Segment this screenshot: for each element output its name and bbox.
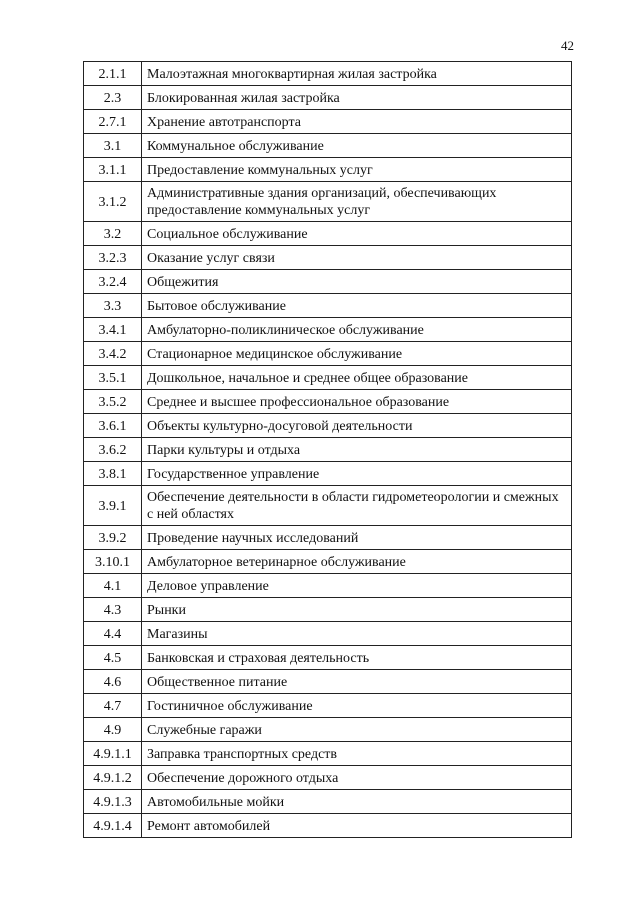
table-cell-name: Рынки (142, 598, 572, 622)
table-cell-name: Служебные гаражи (142, 718, 572, 742)
table-cell-code: 4.9 (84, 718, 142, 742)
table-cell-code: 4.9.1.4 (84, 814, 142, 838)
table-row (84, 462, 572, 486)
table-row (84, 814, 572, 838)
table-cell-code: 3.9.1 (84, 486, 142, 526)
table-cell-name: Гостиничное обслуживание (142, 694, 572, 718)
table-row (84, 158, 572, 182)
table-cell-name: Оказание услуг связи (142, 246, 572, 270)
table-cell-code: 3.3 (84, 294, 142, 318)
table-row (84, 646, 572, 670)
table-cell-name: Стационарное медицинское обслуживание (142, 342, 572, 366)
table-cell-name: Проведение научных исследований (142, 526, 572, 550)
table-cell-name: Деловое управление (142, 574, 572, 598)
table-cell-name: Амбулаторно-поликлиническое обслуживание (142, 318, 572, 342)
table-cell-name: Парки культуры и отдыха (142, 438, 572, 462)
table-row (84, 182, 572, 222)
table-row (84, 486, 572, 526)
table-row (84, 110, 572, 134)
table-cell-name: Ремонт автомобилей (142, 814, 572, 838)
table-cell-name: Заправка транспортных средств (142, 742, 572, 766)
table-row (84, 526, 572, 550)
table-cell-code: 4.6 (84, 670, 142, 694)
table-cell-code: 4.3 (84, 598, 142, 622)
table-cell-code: 4.1 (84, 574, 142, 598)
table-row (84, 86, 572, 110)
table-row (84, 622, 572, 646)
table-cell-name: Магазины (142, 622, 572, 646)
table-cell-code: 3.2 (84, 222, 142, 246)
table-cell-code: 3.5.1 (84, 366, 142, 390)
table-cell-code: 4.9.1.1 (84, 742, 142, 766)
table-cell-name: Обеспечение деятельности в области гидрометеорологии и смежных с ней областях (142, 486, 572, 526)
table-row (84, 438, 572, 462)
table-cell-code: 4.7 (84, 694, 142, 718)
table-row (84, 598, 572, 622)
table-cell-code: 2.1.1 (84, 62, 142, 86)
table-cell-name: Общественное питание (142, 670, 572, 694)
table-cell-code: 3.2.3 (84, 246, 142, 270)
table-cell-code: 3.1.1 (84, 158, 142, 182)
table-row (84, 574, 572, 598)
table-cell-name: Бытовое обслуживание (142, 294, 572, 318)
table-cell-code: 2.3 (84, 86, 142, 110)
table-cell-name: Автомобильные мойки (142, 790, 572, 814)
table-cell-code: 3.8.1 (84, 462, 142, 486)
table-cell-name: Государственное управление (142, 462, 572, 486)
table-cell-name: Блокированная жилая застройка (142, 86, 572, 110)
table-cell-code: 4.9.1.2 (84, 766, 142, 790)
table-cell-code: 3.1 (84, 134, 142, 158)
table-row (84, 694, 572, 718)
table-cell-code: 3.2.4 (84, 270, 142, 294)
table-cell-name: Хранение автотранспорта (142, 110, 572, 134)
table-cell-name: Банковская и страховая деятельность (142, 646, 572, 670)
table-row (84, 742, 572, 766)
table-row (84, 790, 572, 814)
table-row (84, 246, 572, 270)
table-row (84, 366, 572, 390)
table-row (84, 550, 572, 574)
table-cell-code: 3.6.1 (84, 414, 142, 438)
table-body (84, 62, 572, 838)
table-cell-name: Дошкольное, начальное и среднее общее образование (142, 366, 572, 390)
table-row (84, 342, 572, 366)
table-cell-code: 4.5 (84, 646, 142, 670)
table-cell-name: Малоэтажная многоквартирная жилая застройка (142, 62, 572, 86)
table-row (84, 62, 572, 86)
table-cell-code: 3.4.2 (84, 342, 142, 366)
table-row (84, 318, 572, 342)
table-cell-name: Предоставление коммунальных услуг (142, 158, 572, 182)
table-row (84, 294, 572, 318)
table-cell-name: Общежития (142, 270, 572, 294)
table-cell-code: 3.1.2 (84, 182, 142, 222)
table-row (84, 270, 572, 294)
table-row (84, 134, 572, 158)
table-cell-code: 3.10.1 (84, 550, 142, 574)
table-cell-name: Объекты культурно-досуговой деятельности (142, 414, 572, 438)
table-cell-code: 2.7.1 (84, 110, 142, 134)
page-number: 42 (561, 38, 574, 53)
table-cell-name: Среднее и высшее профессиональное образование (142, 390, 572, 414)
table-cell-name: Амбулаторное ветеринарное обслуживание (142, 550, 572, 574)
table-cell-code: 3.4.1 (84, 318, 142, 342)
table-cell-code: 4.4 (84, 622, 142, 646)
table-cell-code: 3.9.2 (84, 526, 142, 550)
table-row (84, 222, 572, 246)
table-row (84, 670, 572, 694)
land-use-table (83, 61, 572, 838)
table-cell-code: 3.6.2 (84, 438, 142, 462)
table-row (84, 766, 572, 790)
table-cell-name: Коммунальное обслуживание (142, 134, 572, 158)
table-cell-name: Социальное обслуживание (142, 222, 572, 246)
table-row (84, 390, 572, 414)
table-cell-name: Обеспечение дорожного отдыха (142, 766, 572, 790)
table-row (84, 414, 572, 438)
table-cell-code: 4.9.1.3 (84, 790, 142, 814)
table-cell-name: Административные здания организаций, обеспечивающих предоставление коммунальных услуг (142, 182, 572, 222)
table-row (84, 718, 572, 742)
table-cell-code: 3.5.2 (84, 390, 142, 414)
